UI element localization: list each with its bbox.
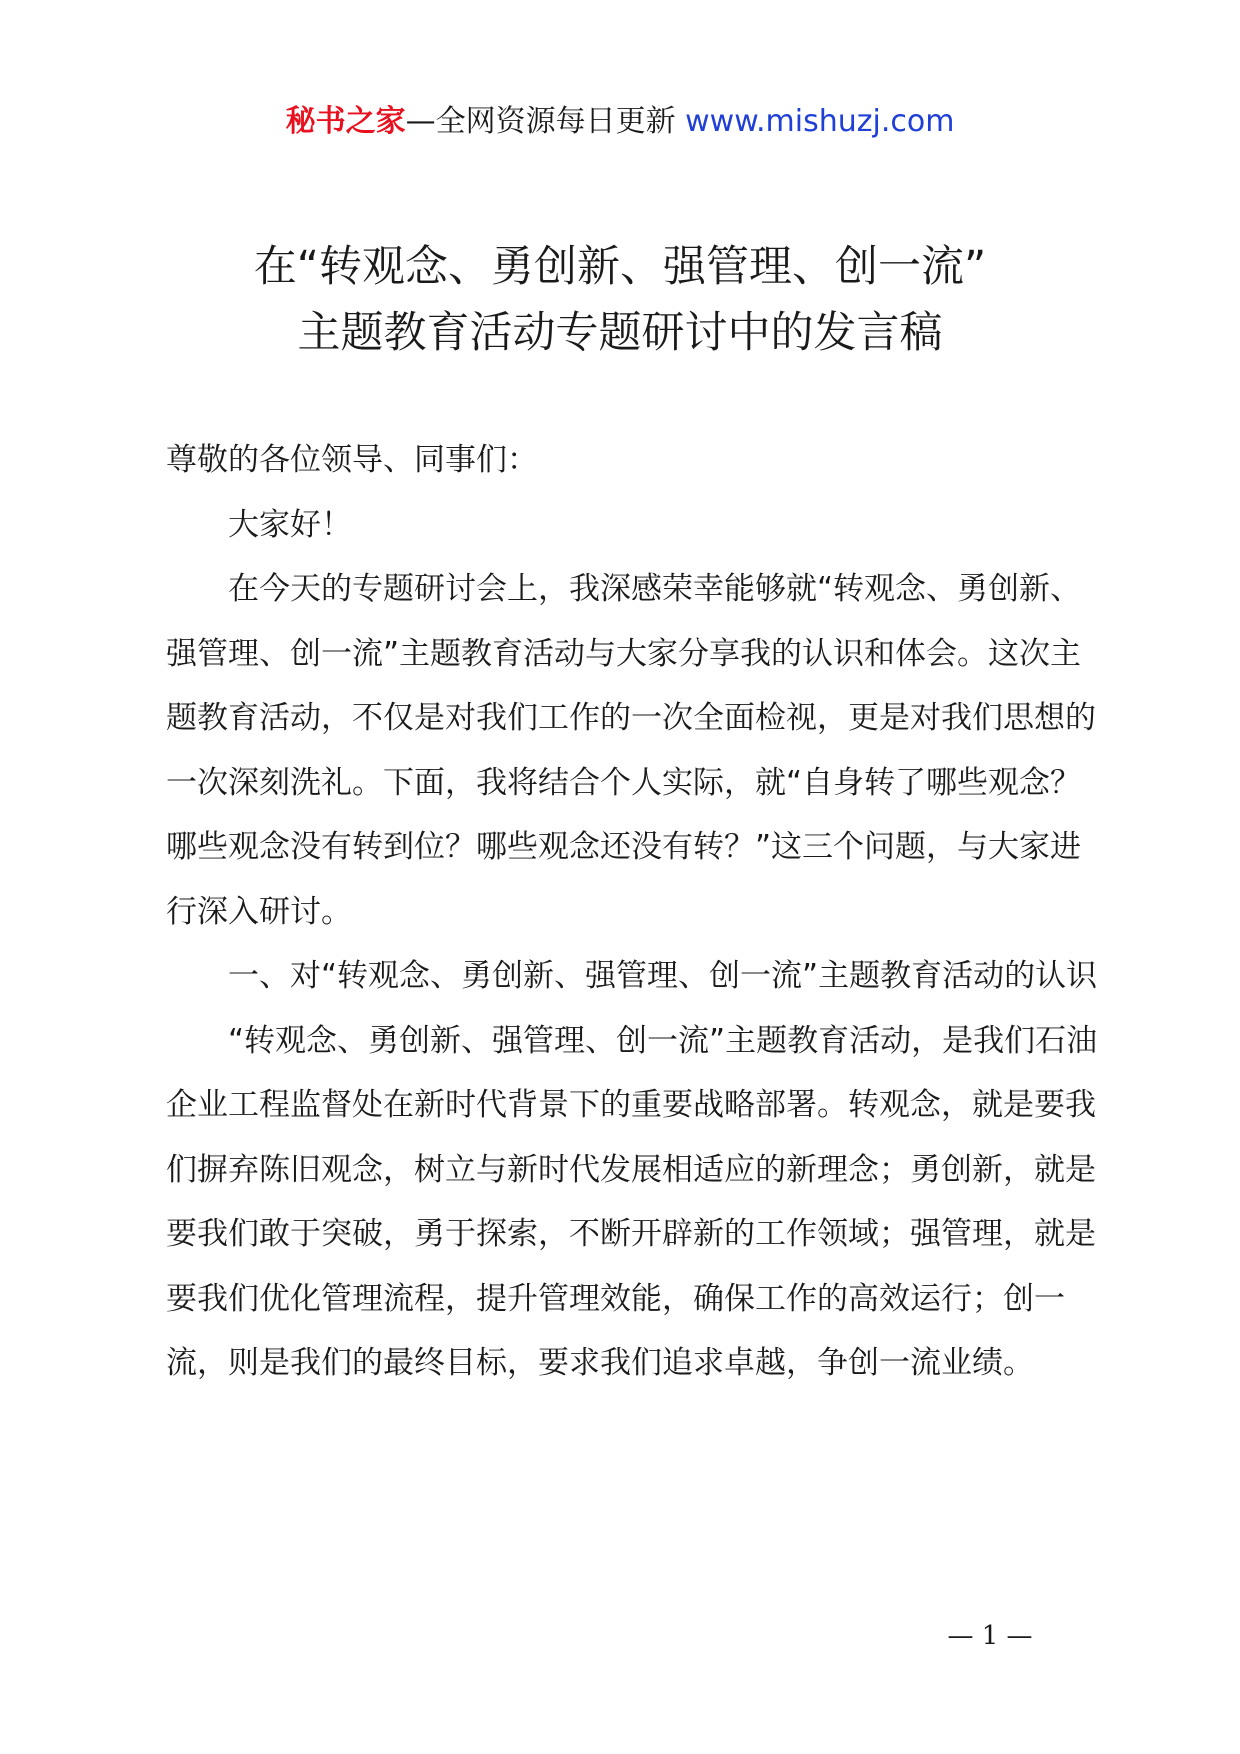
section-1-heading: 一、对“转观念、勇创新、强管理、创一流”主题教育活动的认识 xyxy=(228,958,1098,994)
section-1-paragraph: “转观念、勇创新、强管理、创一流”主题教育活动，是我们石油企业工程监督处在新时代背景下的重要战略部署。转观念，就是要我们摒弃陈旧观念，树立与新时代发展相适应的新理念；勇创新，就是要我们敢于突破，勇于探索，不断开辟新的工作领域；强管理，就是要我们优化管理流程，提升管理效能，确保工作的高效运行；创一流，则是我们的最终目标，要求我们追求卓越，争创一流业绩。 xyxy=(166,1022,1098,1381)
document-body xyxy=(166,428,1100,1396)
document-title xyxy=(100,234,1140,366)
site-url-link[interactable]: www.mishuzj.com xyxy=(685,104,955,139)
site-header xyxy=(0,100,1240,144)
page-number: — 1 — xyxy=(947,1621,1033,1651)
greeting: 大家好！ xyxy=(228,506,352,543)
salutation: 尊敬的各位领导、同事们： xyxy=(166,442,538,478)
title-line-1: 在“转观念、勇创新、强管理、创一流” xyxy=(253,242,987,292)
brand-name: 秘书之家 xyxy=(285,104,406,139)
header-slogan: —全网资源每日更新 xyxy=(405,104,686,139)
title-line-2: 主题教育活动专题研讨中的发言稿 xyxy=(297,308,943,358)
intro-paragraph: 在今天的专题研讨会上，我深感荣幸能够就“转观念、勇创新、强管理、创一流”主题教育活动与大家分享我的认识和体会。这次主题教育活动，不仅是对我们工作的一次全面检视，更是对我们思想的一次深刻洗礼。下面，我将结合个人实际，就“自身转了哪些观念？哪些观念没有转到位？哪些观念还没有转？”这三个问题，与大家进行深入研讨。 xyxy=(166,571,1096,930)
